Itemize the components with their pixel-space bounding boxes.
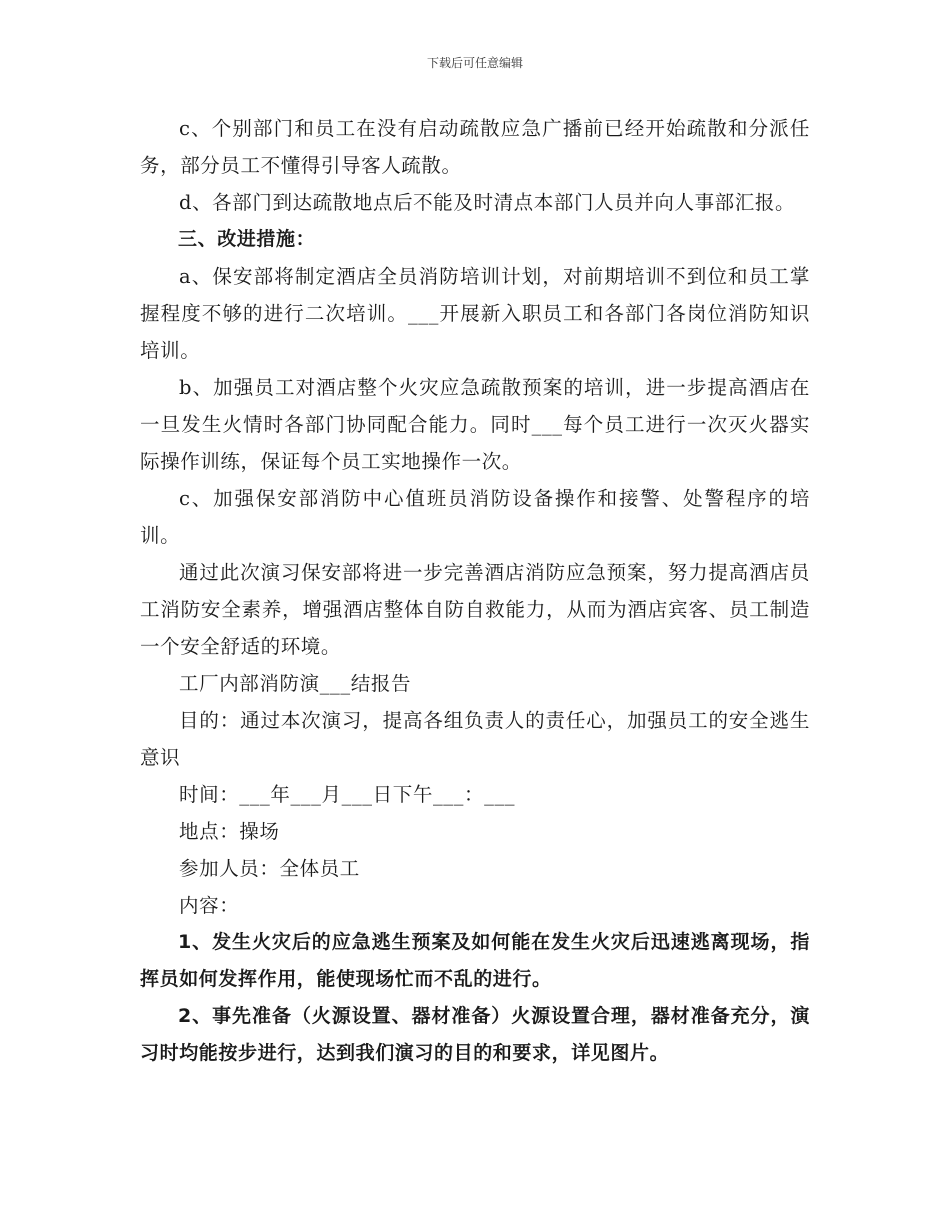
content-item-2: 2、事先准备（火源设置、器材准备）火源设置合理，器材准备充分，演习时均能按步进行，达到我们演习的目的和要求，详见图片。 (140, 1005, 810, 1064)
report-title: 工厂内部消防演___结报告 (179, 672, 412, 695)
paragraph-content-label: 内容： (179, 894, 240, 917)
paragraph-participants: 参加人员：全体员工 (179, 857, 360, 880)
content-item-1: 1、发生火灾后的应急逃生预案及如何能在发生火灾后迅速逃离现场，指挥员如何发挥作用，能使现场忙而不乱的进行。 (140, 931, 810, 990)
paragraph-c-issue: c、个别部门和员工在没有启动疏散应急广播前已经开始疏散和分派任务，部分员工不懂得引导客人疏散。 (140, 117, 810, 177)
paragraph-a-measure: a、保安部将制定酒店全员消防培训计划，对前期培训不到位和员工掌握程度不够的进行二次培训。___开展新入职员工和各部门各岗位消防知识培训。 (140, 265, 810, 362)
section-heading-improvements: 三、改进措施： (178, 228, 316, 250)
paragraph-b-measure: b、加强员工对酒店整个火灾应急疏散预案的培训，进一步提高酒店在一旦发生火情时各部门协同配合能力。同时___每个员工进行一次灭火器实际操作训练，保证每个员工实地操作一次。 (140, 376, 810, 473)
paragraph-d-issue: d、各部门到达疏散地点后不能及时清点本部门人员并向人事部汇报。 (179, 191, 796, 214)
paragraph-c-measure: c、加强保安部消防中心值班员消防设备操作和接警、处警程序的培训。 (140, 487, 810, 547)
paragraph-location: 地点：操场 (179, 820, 280, 843)
paragraph-conclusion: 通过此次演习保安部将进一步完善酒店消防应急预案，努力提高酒店员工消防安全素养，增强酒店整体自防自救能力，从而为酒店宾客、员工制造一个安全舒适的环境。 (140, 561, 810, 658)
paragraph-purpose: 目的：通过本次演习，提高各组负责人的责任心，加强员工的安全逃生意识 (140, 709, 810, 769)
page-header: 下载后可任意编辑 (426, 56, 523, 70)
document-body (140, 110, 810, 1072)
paragraph-time: 时间：___年___月___日下午___：___ (179, 783, 516, 806)
